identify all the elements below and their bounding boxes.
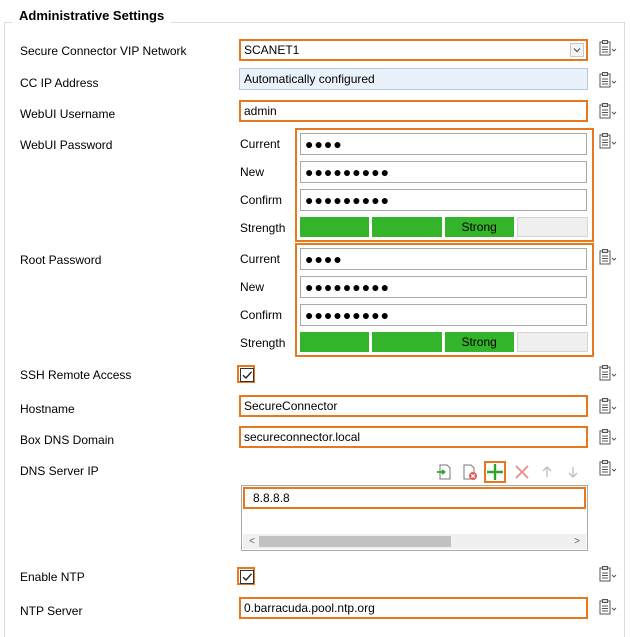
root-password-label: Root Password — [20, 253, 102, 267]
webui-strength-label: Strength — [240, 221, 286, 235]
horizontal-scrollbar[interactable] — [243, 534, 586, 549]
hostname-label: Hostname — [20, 402, 75, 416]
ntp-server-input[interactable]: 0.barracuda.pool.ntp.org — [239, 597, 588, 619]
strength-segment — [300, 217, 369, 237]
root-new-password-input[interactable]: ●●●●●●●●● — [300, 276, 587, 298]
webui-strength-meter — [300, 217, 588, 237]
clipboard-menu-icon[interactable] — [598, 133, 618, 149]
clipboard-menu-icon[interactable] — [598, 599, 618, 615]
chevron-down-icon[interactable] — [570, 43, 584, 57]
webui-username-input[interactable]: admin — [239, 100, 588, 122]
list-item[interactable]: 8.8.8.8 — [243, 487, 586, 509]
webui-new-password-input[interactable]: ●●●●●●●●● — [300, 161, 587, 183]
root-current-password-input[interactable]: ●●●● — [300, 248, 587, 270]
ntp-enable-label: Enable NTP — [20, 570, 85, 584]
clipboard-menu-icon[interactable] — [598, 460, 618, 476]
scroll-right-icon[interactable]: > — [574, 536, 580, 547]
clipboard-menu-icon[interactable] — [598, 365, 618, 381]
vip-network-value: SCANET1 — [244, 43, 300, 57]
dns-server-label: DNS Server IP — [20, 464, 99, 478]
root-new-label: New — [240, 280, 265, 294]
strength-segment-text: Strong — [445, 217, 514, 237]
root-confirm-password-input[interactable]: ●●●●●●●●● — [300, 304, 587, 326]
dns-domain-label: Box DNS Domain — [20, 433, 115, 447]
cc-ip-field: Automatically configured — [239, 68, 588, 90]
import-icon[interactable] — [435, 463, 453, 481]
move-up-icon[interactable] — [540, 463, 558, 481]
webui-current-label: Current — [240, 137, 281, 151]
vip-network-label: Secure Connector VIP Network — [20, 44, 187, 58]
clipboard-menu-icon[interactable] — [598, 398, 618, 414]
root-strength-label: Strength — [240, 336, 286, 350]
scrollbar-thumb[interactable] — [259, 536, 451, 547]
ntp-checkbox[interactable] — [237, 567, 255, 585]
clipboard-menu-icon[interactable] — [598, 40, 618, 56]
cc-ip-label: CC IP Address — [20, 76, 99, 90]
remove-icon[interactable] — [513, 463, 531, 481]
webui-confirm-label: Confirm — [240, 193, 283, 207]
webui-new-label: New — [240, 165, 265, 179]
clipboard-menu-icon[interactable] — [598, 429, 618, 445]
strength-segment — [517, 217, 588, 237]
strength-segment-text: Strong — [445, 332, 514, 352]
ssh-label: SSH Remote Access — [20, 368, 132, 382]
root-password-group — [295, 243, 594, 357]
add-icon[interactable] — [484, 461, 506, 483]
clipboard-menu-icon[interactable] — [598, 566, 618, 582]
move-down-icon[interactable] — [566, 463, 584, 481]
hostname-input[interactable]: SecureConnector — [239, 395, 588, 417]
dns-server-list[interactable] — [241, 485, 588, 551]
strength-segment — [517, 332, 588, 352]
strength-segment — [372, 332, 441, 352]
clipboard-menu-icon[interactable] — [598, 103, 618, 119]
strength-segment — [372, 217, 441, 237]
root-strength-meter — [300, 332, 588, 352]
webui-password-group — [295, 128, 594, 242]
dns-domain-input[interactable]: secureconnector.local — [239, 426, 588, 448]
ntp-server-label: NTP Server — [20, 604, 83, 618]
group-title: Administrative Settings — [12, 8, 171, 23]
delete-file-icon[interactable] — [461, 463, 479, 481]
scroll-left-icon[interactable]: < — [249, 536, 255, 547]
webui-confirm-password-input[interactable]: ●●●●●●●●● — [300, 189, 587, 211]
webui-current-password-input[interactable]: ●●●● — [300, 133, 587, 155]
webui-password-label: WebUI Password — [20, 138, 113, 152]
webui-username-label: WebUI Username — [20, 107, 116, 121]
strength-segment — [300, 332, 369, 352]
checkmark-icon — [240, 570, 254, 584]
clipboard-menu-icon[interactable] — [598, 249, 618, 265]
vip-network-select[interactable] — [239, 39, 588, 61]
clipboard-menu-icon[interactable] — [598, 72, 618, 88]
ssh-checkbox[interactable] — [237, 365, 255, 383]
root-confirm-label: Confirm — [240, 308, 283, 322]
checkmark-icon — [240, 368, 254, 382]
root-current-label: Current — [240, 252, 281, 266]
